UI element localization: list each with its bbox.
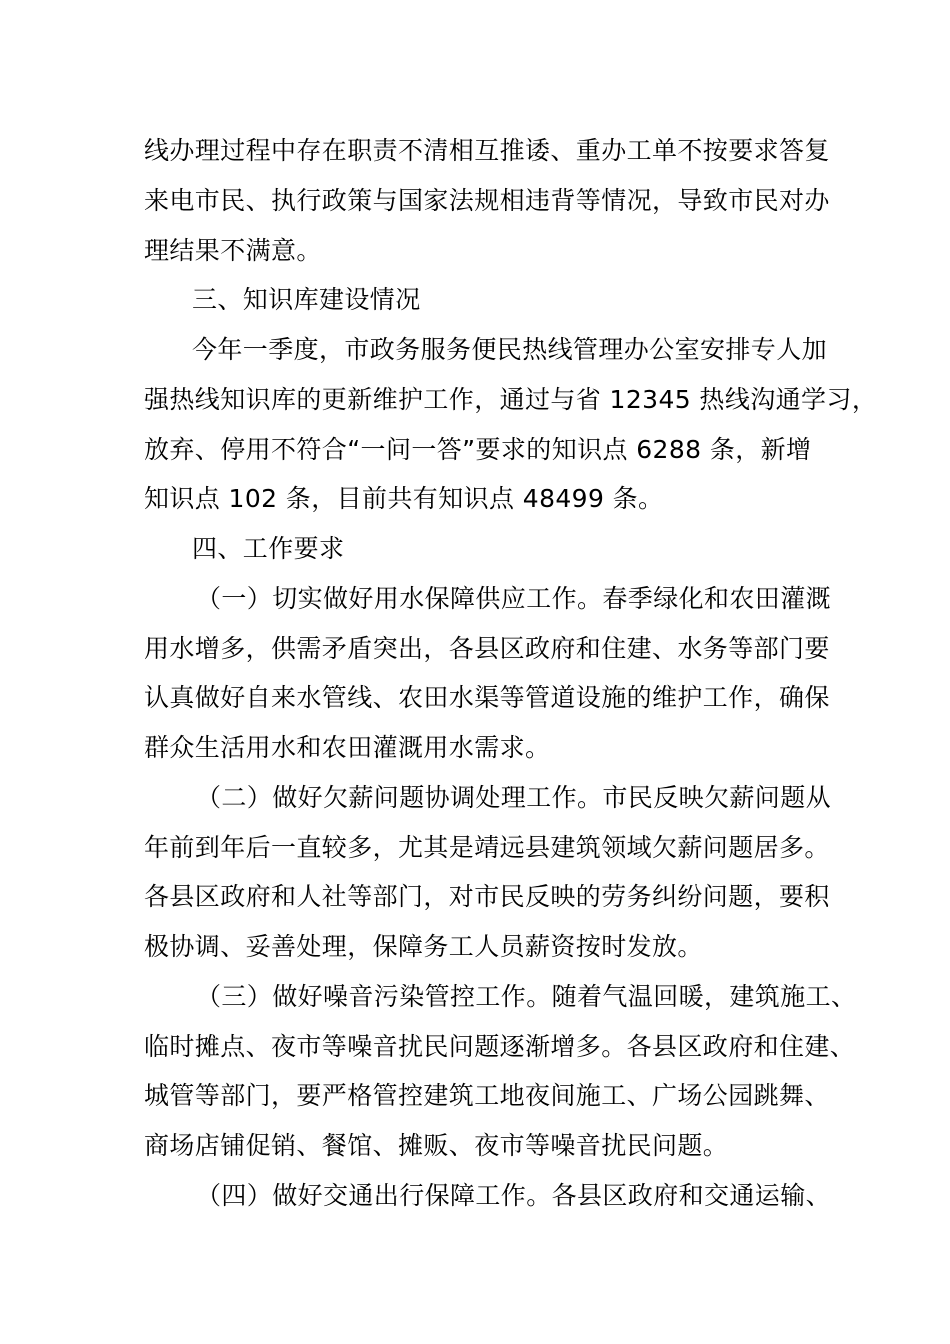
paragraph-line: 今年一季度，市政务服务便民热线管理办公室安排专人加 xyxy=(192,335,828,364)
paragraph-line: 群众生活用水和农田灌溉用水需求。 xyxy=(144,733,551,762)
paragraph-line: 商场店铺促销、餐馆、摊贩、夜市等噪音扰民问题。 xyxy=(144,1131,729,1160)
paragraph-line: 放弃、停用不符合“一问一答”要求的知识点 6288 条，新增 xyxy=(144,435,812,464)
paragraph-line: 城管等部门，要严格管控建筑工地夜间施工、广场公园跳舞、 xyxy=(144,1081,830,1110)
section-heading-work-requirements: 四、工作要求 xyxy=(192,534,345,563)
paragraph-line: 年前到年后一直较多，尤其是靖远县建筑领域欠薪问题居多。 xyxy=(144,833,830,862)
paragraph-line: 强热线知识库的更新维护工作，通过与省 12345 热线沟通学习， xyxy=(144,385,878,414)
paragraph-line: 用水增多，供需矛盾突出，各县区政府和住建、水务等部门要 xyxy=(144,634,830,663)
section-heading-knowledge-base: 三、知识库建设情况 xyxy=(192,285,421,314)
paragraph-line: 理结果不满意。 xyxy=(144,236,322,265)
paragraph-line: （三）做好噪音污染管控工作。随着气温回暖，建筑施工、 xyxy=(196,982,857,1011)
paragraph-line: 极协调、妥善处理，保障务工人员薪资按时发放。 xyxy=(144,932,703,961)
paragraph-line: 来电市民、执行政策与国家法规相违背等情况，导致市民对办 xyxy=(144,186,830,215)
paragraph-line: 各县区政府和人社等部门，对市民反映的劳务纠纷问题，要积 xyxy=(144,882,830,911)
paragraph-line: 认真做好自来水管线、农田水渠等管道设施的维护工作，确保 xyxy=(144,683,830,712)
paragraph-line: 线办理过程中存在职责不清相互推诿、重办工单不按要求答复 xyxy=(144,136,830,165)
paragraph-line: 知识点 102 条，目前共有知识点 48499 条。 xyxy=(144,484,664,513)
paragraph-line: （四）做好交通出行保障工作。各县区政府和交通运输、 xyxy=(196,1181,832,1210)
paragraph-line: 临时摊点、夜市等噪音扰民问题逐渐增多。各县区政府和住建、 xyxy=(144,1032,856,1061)
paragraph-line: （一）切实做好用水保障供应工作。春季绿化和农田灌溉 xyxy=(196,584,832,613)
paragraph-line: （二）做好欠薪问题协调处理工作。市民反映欠薪问题从 xyxy=(196,783,832,812)
